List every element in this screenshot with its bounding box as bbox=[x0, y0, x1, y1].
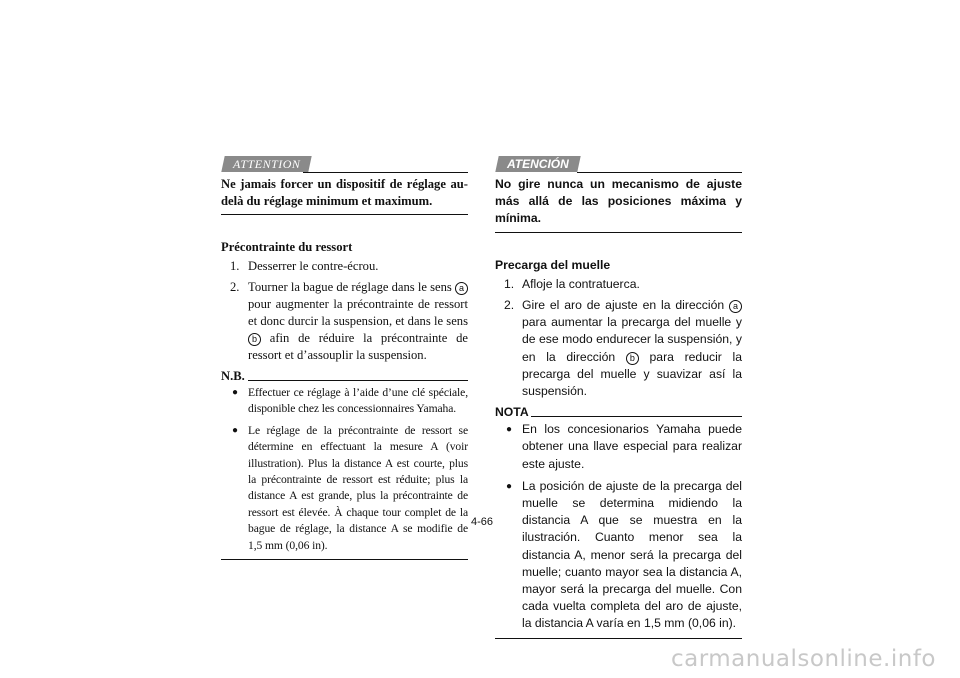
french-column bbox=[221, 156, 468, 560]
step-item: 2. Tourner la bague de réglage dans le sens a pour augmenter la précontrainte de ressort et donc durcir la suspension, et dans le sens b afin de réduire la précontrainte de ressort et d’assouplir la suspension. bbox=[230, 280, 468, 362]
bullet-icon: ● bbox=[506, 480, 513, 492]
bullet-icon: ● bbox=[232, 387, 238, 398]
direction-a-icon: a bbox=[455, 282, 468, 295]
step-item: 1. Afloje la contratuerca. bbox=[504, 276, 640, 291]
note-item: ● En los concesionarios Yamaha puede obtener una llave especial para realizar este ajuste. bbox=[506, 422, 742, 471]
caution-header bbox=[221, 156, 468, 178]
step-item: 2. Gire el aro de ajuste en la dirección a para aumentar la precarga del muelle y de ese modo endurecer la suspensión, y en la dirección b para reducir la precarga del muelle y suavizar así la suspensión. bbox=[504, 298, 742, 399]
caution-label: ATTENTION bbox=[221, 156, 312, 172]
caution-label: ATENCIÓN bbox=[495, 156, 580, 172]
direction-a-icon: a bbox=[729, 300, 742, 313]
note-item: ● La posición de ajuste de la precarga del muelle se determina midiendo la distancia A que se muestra en la ilustración. Cuanto menor sea la distancia A, menor será la precarga del muelle; cuanto mayor sea la distancia A, mayor será la precarga del muelle. Con cada vuelta completa del aro de ajuste, la distancia A varía en 1,5 mm (0,06 in). bbox=[506, 478, 742, 631]
note-rule bbox=[531, 416, 742, 417]
section-title: Précontrainte du ressort bbox=[221, 240, 353, 254]
page-number: 4-66 bbox=[471, 516, 494, 528]
end-rule bbox=[495, 638, 742, 639]
bullet-icon: ● bbox=[506, 424, 513, 436]
caution-header bbox=[495, 156, 742, 178]
steps-list bbox=[221, 258, 468, 364]
note-item: ● Le réglage de la précontrainte de ressort se détermine en effectuant la mesure A (voir illustration). Plus la distance A est courte, plus la précontrainte de ressort est réduite; plus la distance A est grande, plus la précontrainte de ressort est élevée. À chaque tour complet de la bague de réglage, la distance A se modifie de 1,5 mm (0,06 in). bbox=[232, 423, 468, 552]
steps-list bbox=[495, 276, 742, 400]
note-label: NOTA bbox=[495, 405, 529, 420]
watermark-text: carmanualsonline.info bbox=[670, 646, 936, 672]
caution-rule bbox=[303, 172, 468, 173]
step-item: 1. Desserrer le contre-écrou. bbox=[230, 259, 379, 273]
caution-text: Ne jamais forcer un dispositif de réglage au-delà du réglage minimum et maximum. bbox=[221, 176, 468, 215]
spanish-column bbox=[495, 156, 742, 639]
bullet-icon: ● bbox=[232, 424, 238, 436]
note-label: N.B. bbox=[221, 369, 245, 383]
section-title: Precarga del muelle bbox=[495, 257, 611, 272]
direction-b-icon: b bbox=[626, 352, 639, 365]
notes-list bbox=[221, 385, 468, 554]
end-rule bbox=[221, 559, 468, 560]
note-header bbox=[221, 368, 468, 385]
notes-list bbox=[495, 421, 742, 632]
note-rule bbox=[248, 380, 468, 381]
note-header bbox=[495, 404, 742, 421]
direction-b-icon: b bbox=[248, 333, 261, 346]
note-item: ● Effectuer ce réglage à l’aide d’une clé spéciale, disponible chez les concessionnaires Yamaha. bbox=[232, 386, 468, 416]
caution-rule bbox=[577, 172, 742, 173]
caution-text: No gire nunca un mecanismo de ajuste más allá de las posiciones máxima y mínima. bbox=[495, 176, 742, 233]
